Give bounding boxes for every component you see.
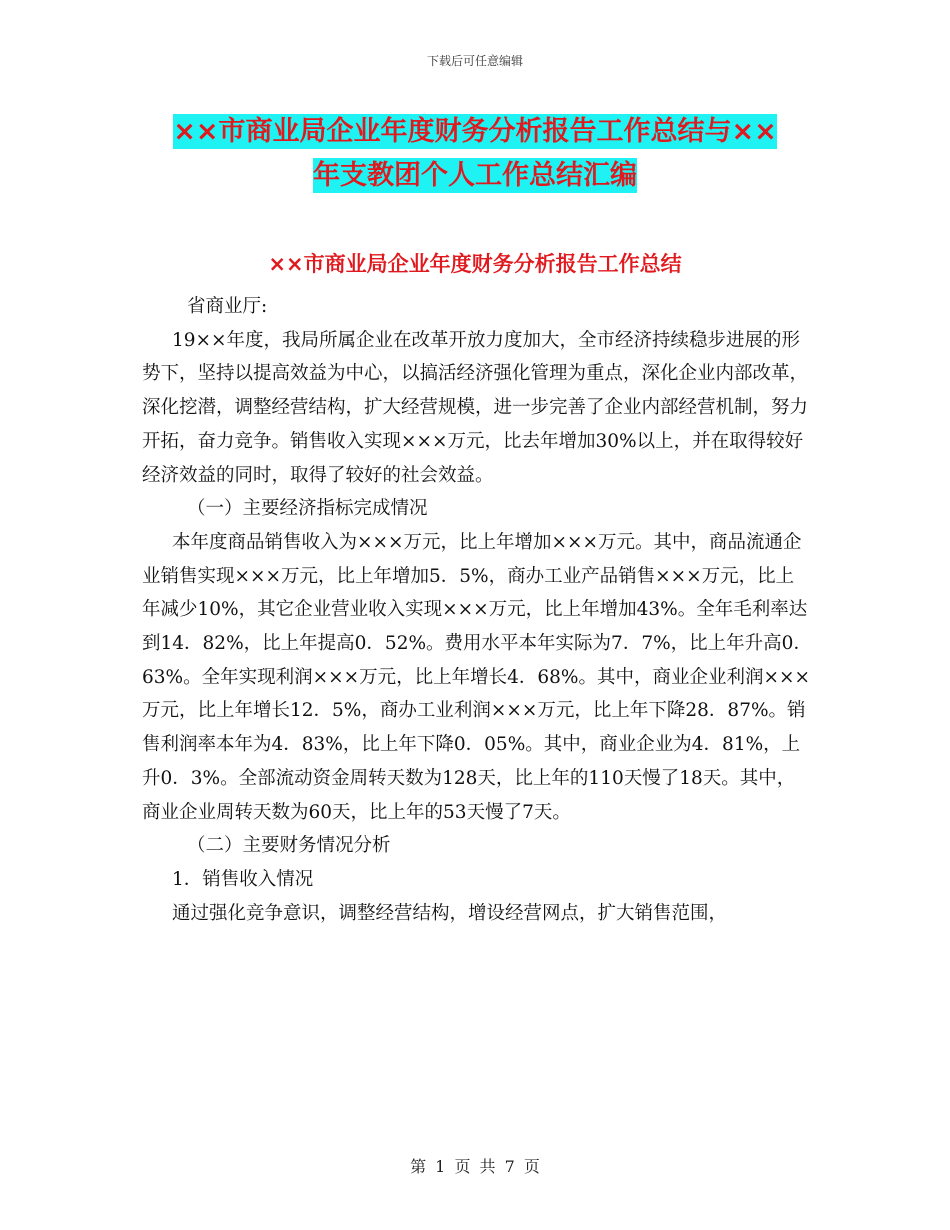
document-title [0, 110, 950, 198]
document-title-line-2: 年支教团个人工作总结汇编 [313, 160, 637, 191]
section-title: ××市商业局企业年度财务分析报告工作总结 [268, 252, 682, 276]
document-title-line-1: ××市商业局企业年度财务分析报告工作总结与×× [173, 116, 777, 147]
paragraph-sales: 通过强化竞争意识，调整经营结构，增设经营网点，扩大销售范围， [172, 902, 728, 924]
heading-main-indicators: （一）主要经济指标完成情况 [187, 498, 428, 520]
document-body [142, 290, 812, 930]
heading-financial-analysis: （二）主要财务情况分析 [187, 835, 391, 857]
heading-sales-revenue: 1．销售收入情况 [172, 868, 314, 890]
page-header-note: 下载后可任意编辑 [426, 54, 523, 68]
paragraph-intro: 19××年度，我局所属企业在改革开放力度加大，全市经济持续稳步进展的形势下，坚持以提高效益为中心，以搞活经济强化管理为重点，深化企业内部改革，深化挖潜，调整经营结构，扩大经营规模，进一步完善了企业内部经营机制，努力开拓，奋力竞争。销售收入实现×××万元，比去年增加30%以上，并在取得较好经济效益的同时，取得了较好的社会效益。 [142, 329, 809, 486]
paragraph-indicators: 本年度商品销售收入为×××万元，比上年增加×××万元。其中，商品流通企业销售实现×××万元，比上年增加5．5%，商办工业产品销售×××万元，比上年减少10%，其它企业营业收入实现×××万元，比上年增加43%。全年毛利率达到14．82%，比上年提高0．52%。费用水平本年实际为7．7%，比上年升高0．63%。全年实现利润×××万元，比上年增长4．68%。其中，商业企业利润×××万元，比上年增长12．5%，商办工业利润×××万元，比上年下降28．87%。销售利润率本年为4．83%，比上年下降0．05%。其中，商业企业为4．81%，上升0．3%。全部流动资金周转天数为128天，比上年的110天慢了18天。其中，商业企业周转天数为60天，比上年的53天慢了7天。 [142, 531, 812, 823]
salutation: 省商业厅: [187, 296, 268, 317]
page-number-footer: 第 1 页 共 7 页 [410, 1157, 540, 1176]
